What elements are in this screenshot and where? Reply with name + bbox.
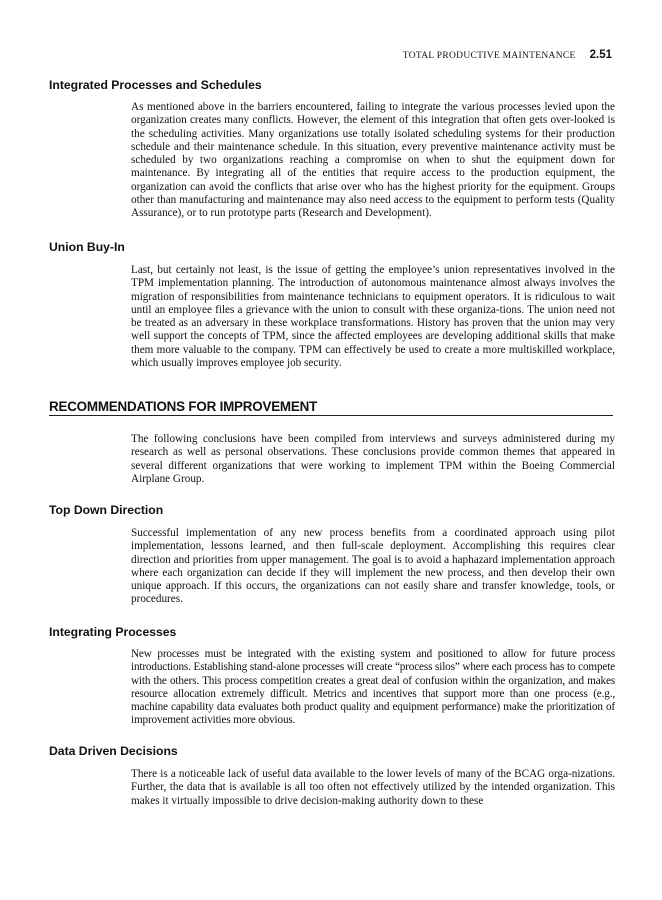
running-head-title: TOTAL PRODUCTIVE MAINTENANCE [402,51,576,61]
page-number: 2.51 [589,49,612,61]
section-heading-top-down-direction: Top Down Direction [49,503,164,517]
section-body-data-driven-decisions: There is a noticeable lack of useful data available to the lower levels of many of the BCAG orga-nizations. Further, the data that is available is all too often not effectively utilized by the intended organization. This makes it virtually impossible to drive decision-making authority down to these [131,768,615,807]
section-body-integrating-processes: New processes must be integrated with the existing system and positioned to allow for future process introductions. Establishing stand-alone processes will create “process silos” where each process has to compete with the others. This process competition creates a great deal of confusion within the organization, and makes resource allocation extremely difficult. Metrics and incentives that support more than one process (e.g., machine capability data evaluates both product quality and equipment performance) make the prioritization of improvement activities more obvious. [131,648,615,727]
section-heading-recommendations: RECOMMENDATIONS FOR IMPROVEMENT [49,399,613,416]
running-head [403,49,612,61]
section-heading-union-buy-in: Union Buy-In [49,240,125,254]
section-body-top-down-direction: Successful implementation of any new process benefits from a coordinated approach using pilot implementation, lessons learned, and then full-scale deployment. Accomplishing this requires clear direction and priorities from upper management. The goal is to avoid a haphazard implementation approach where each organization can decide if they will implement the new process, and then develop their own unique approach. If this occurs, the organizations can not easily share and transfer knowledge, tools, or procedures. [131,527,615,606]
section-body-union-buy-in: Last, but certainly not least, is the issue of getting the employee’s union representatives involved in the TPM implementation planning. The introduction of autonomous maintenance almost always involves the migration of responsibilities from maintenance technicians to equipment operators. It is ridiculous to wait until an employee files a grievance with the union to consult with these organiza-tions. The union need not be treated as an adversary in these workplace transformations. History has proven that the union may very well support the concepts of TPM, since the affected employees are developing additional skills that make them more valuable to the company. TPM can effectively be used to create a more multiskilled workplace, which usually improves employee job security. [131,264,615,370]
section-body-recommendations: The following conclusions have been compiled from interviews and surveys administered during my research as well as personal observations. These conclusions provide common themes that appeared in several different organizations that were working to implement TPM within the Boeing Commercial Airplane Group. [131,433,615,485]
section-heading-data-driven-decisions: Data Driven Decisions [49,744,178,758]
section-heading-integrated-processes-and-schedules: Integrated Processes and Schedules [49,78,262,92]
section-body-integrated-processes-and-schedules: As mentioned above in the barriers encountered, failing to integrate the various processes levied upon the organization creates many conflicts. However, the element of this integration that often gets over-looked is the scheduling activities. Many organizations use totally isolated scheduling systems for their production schedule and their maintenance schedule. In this situation, every preventive maintenance activity must be scheduled by two organizations reaching a compromise on when to shut the equipment down for maintenance. By integrating all of the entities that require access to the production equipment, the organization can avoid the conflicts that arise over who has the highest priority for the equipment. Groups other than manufacturing and maintenance may also need access to the equipment to perform tests (Quality Assurance), or to run prototype parts (Research and Development). [131,101,615,220]
section-heading-integrating-processes: Integrating Processes [49,625,177,639]
